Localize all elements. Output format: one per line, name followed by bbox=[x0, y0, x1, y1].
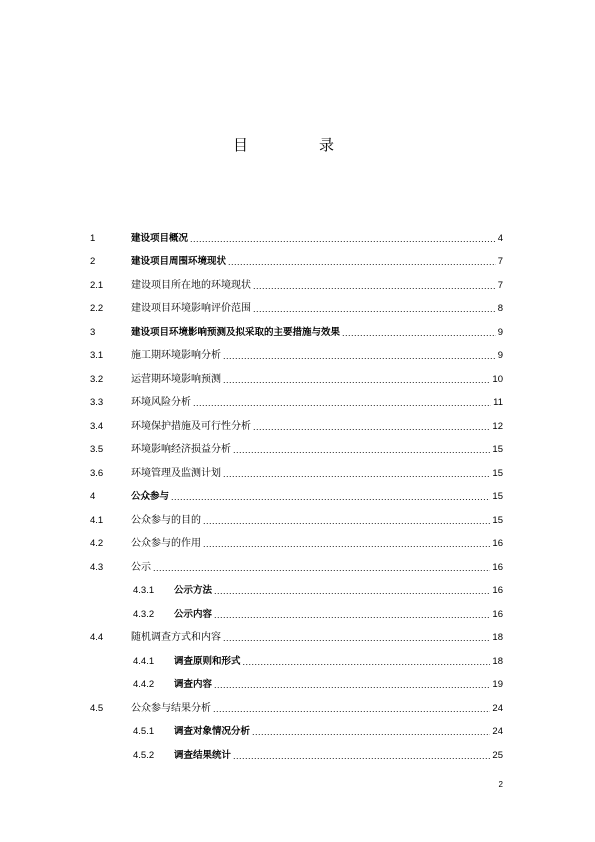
toc-entry-title: 公众参与的作用 bbox=[131, 538, 201, 549]
toc-entry-number: 2 bbox=[90, 256, 96, 267]
toc-entry[interactable] bbox=[90, 220, 503, 244]
toc-entry[interactable] bbox=[90, 596, 503, 620]
toc-entry[interactable] bbox=[90, 620, 503, 644]
toc-dot-leader bbox=[233, 751, 490, 761]
toc-entry-number: 3.5 bbox=[90, 444, 104, 455]
toc-dot-leader bbox=[243, 657, 491, 667]
toc-entry-page: 16 bbox=[492, 561, 503, 573]
toc-entry-number: 4.4 bbox=[90, 632, 104, 643]
toc-entry-page: 12 bbox=[492, 420, 503, 432]
toc-entry-title: 公众参与结果分析 bbox=[131, 702, 211, 714]
toc-entry[interactable] bbox=[90, 432, 503, 456]
toc-dot-leader bbox=[223, 633, 490, 643]
toc-entry-title: 环境影响经济损益分析 bbox=[131, 444, 231, 455]
toc-dot-leader bbox=[171, 492, 490, 502]
toc-entry-title: 建设项目环境影响评价范围 bbox=[131, 303, 251, 314]
toc-entry-title: 调查对象情况分析 bbox=[174, 726, 251, 737]
toc-dot-leader bbox=[233, 445, 490, 455]
toc-dot-leader bbox=[228, 257, 496, 267]
toc-entry[interactable] bbox=[90, 714, 503, 738]
table-of-contents bbox=[90, 220, 503, 761]
toc-entry-number: 4.1 bbox=[90, 514, 104, 526]
toc-entry-title: 公众参与 bbox=[131, 491, 170, 502]
toc-entry-number: 4.5 bbox=[90, 702, 104, 714]
toc-dot-leader bbox=[252, 727, 490, 737]
toc-entry-page: 10 bbox=[492, 373, 503, 385]
toc-entry-page: 7 bbox=[497, 279, 503, 291]
toc-entry-title: 公众参与的目的 bbox=[131, 514, 201, 526]
toc-entry-page: 9 bbox=[497, 326, 503, 338]
toc-dot-leader bbox=[342, 328, 496, 338]
toc-entry-number: 4.5.1 bbox=[133, 726, 155, 737]
toc-entry-title: 建设项目周围环境现状 bbox=[131, 256, 227, 267]
toc-entry[interactable] bbox=[90, 361, 503, 385]
toc-entry[interactable] bbox=[90, 502, 503, 526]
toc-entry-number: 4.2 bbox=[90, 538, 104, 549]
toc-entry-title: 调查结果统计 bbox=[174, 749, 232, 761]
toc-entry-page: 11 bbox=[493, 397, 503, 408]
toc-entry-number: 3.6 bbox=[90, 467, 104, 479]
toc-entry[interactable] bbox=[90, 573, 503, 597]
toc-entry-title: 建设项目所在地的环境现状 bbox=[131, 279, 251, 291]
toc-entry-number: 2.1 bbox=[90, 279, 104, 291]
toc-entry[interactable] bbox=[90, 479, 503, 503]
toc-entry-page: 8 bbox=[497, 303, 503, 314]
toc-entry-title: 随机调查方式和内容 bbox=[131, 632, 221, 643]
toc-dot-leader bbox=[223, 351, 496, 361]
toc-entry-page: 7 bbox=[497, 256, 503, 267]
toc-entry-page: 18 bbox=[492, 655, 503, 667]
toc-entry[interactable] bbox=[90, 690, 503, 714]
toc-entry[interactable] bbox=[90, 385, 503, 409]
toc-entry-page: 9 bbox=[497, 350, 503, 361]
toc-entry[interactable] bbox=[90, 314, 503, 338]
toc-entry-number: 4.3.1 bbox=[133, 585, 155, 596]
toc-entry[interactable] bbox=[90, 244, 503, 268]
toc-entry[interactable] bbox=[90, 737, 503, 761]
toc-entry[interactable] bbox=[90, 643, 503, 667]
toc-entry-page: 19 bbox=[492, 679, 503, 690]
toc-dot-leader bbox=[203, 516, 490, 526]
toc-entry-title: 施工期环境影响分析 bbox=[131, 350, 221, 361]
toc-title: 目 录 bbox=[232, 136, 362, 154]
toc-entry-page: 16 bbox=[492, 585, 503, 596]
toc-dot-leader bbox=[190, 234, 496, 244]
toc-entry[interactable] bbox=[90, 455, 503, 479]
toc-entry[interactable] bbox=[90, 291, 503, 315]
toc-entry-title: 建设项目环境影响预测及拟采取的主要措施与效果 bbox=[131, 326, 341, 338]
toc-entry-page: 4 bbox=[497, 232, 503, 244]
toc-entry-title: 公示方法 bbox=[174, 585, 213, 596]
toc-entry-number: 3.2 bbox=[90, 373, 104, 385]
toc-entry-number: 3.4 bbox=[90, 420, 104, 432]
toc-entry-number: 4.5.2 bbox=[133, 749, 155, 761]
toc-entry-title: 环境风险分析 bbox=[131, 397, 191, 408]
toc-entry-title: 公示 bbox=[131, 561, 151, 573]
toc-entry-number: 3 bbox=[90, 326, 96, 338]
toc-dot-leader bbox=[153, 563, 490, 573]
toc-entry-title: 调查内容 bbox=[174, 679, 213, 690]
toc-entry-number: 4.4.2 bbox=[133, 679, 155, 690]
toc-entry[interactable] bbox=[90, 267, 503, 291]
toc-entry-page: 15 bbox=[492, 467, 503, 479]
toc-entry-title: 环境管理及监测计划 bbox=[131, 467, 221, 479]
toc-entry-number: 4.3 bbox=[90, 561, 104, 573]
toc-entry-page: 15 bbox=[492, 514, 503, 526]
toc-entry-number: 3.1 bbox=[90, 350, 104, 361]
toc-dot-leader bbox=[214, 680, 490, 690]
toc-entry[interactable] bbox=[90, 408, 503, 432]
toc-entry-page: 16 bbox=[492, 538, 503, 549]
toc-entry-page: 24 bbox=[492, 726, 503, 737]
toc-entry-number: 1 bbox=[90, 232, 96, 244]
toc-entry-title: 公示内容 bbox=[174, 608, 213, 620]
toc-entry-page: 18 bbox=[492, 632, 503, 643]
toc-entry[interactable] bbox=[90, 667, 503, 691]
toc-dot-leader bbox=[253, 304, 496, 314]
toc-dot-leader bbox=[253, 281, 496, 291]
toc-entry-title: 建设项目概况 bbox=[131, 232, 189, 244]
toc-entry-title: 环境保护措施及可行性分析 bbox=[131, 420, 251, 432]
toc-entry-title: 运营期环境影响预测 bbox=[131, 373, 221, 385]
toc-entry-number: 2.2 bbox=[90, 303, 104, 314]
toc-entry-page: 16 bbox=[492, 608, 503, 620]
toc-dot-leader bbox=[214, 586, 490, 596]
toc-dot-leader bbox=[214, 610, 490, 620]
toc-dot-leader bbox=[223, 469, 490, 479]
toc-entry-page: 25 bbox=[492, 749, 503, 761]
page-number: 2 bbox=[498, 780, 503, 789]
toc-entry[interactable] bbox=[90, 549, 503, 573]
toc-dot-leader bbox=[193, 398, 491, 408]
toc-entry-title: 调查原则和形式 bbox=[174, 655, 241, 667]
toc-entry[interactable] bbox=[90, 338, 503, 362]
toc-entry-page: 24 bbox=[492, 702, 503, 714]
toc-entry-number: 4 bbox=[90, 491, 96, 502]
toc-dot-leader bbox=[203, 539, 490, 549]
toc-dot-leader bbox=[223, 375, 490, 385]
toc-entry-number: 4.4.1 bbox=[133, 655, 155, 667]
toc-entry-page: 15 bbox=[492, 491, 503, 502]
toc-entry-page: 15 bbox=[492, 444, 503, 455]
toc-dot-leader bbox=[213, 704, 490, 714]
toc-entry[interactable] bbox=[90, 526, 503, 550]
toc-dot-leader bbox=[253, 422, 490, 432]
toc-entry-number: 3.3 bbox=[90, 397, 104, 408]
toc-entry-number: 4.3.2 bbox=[133, 608, 155, 620]
